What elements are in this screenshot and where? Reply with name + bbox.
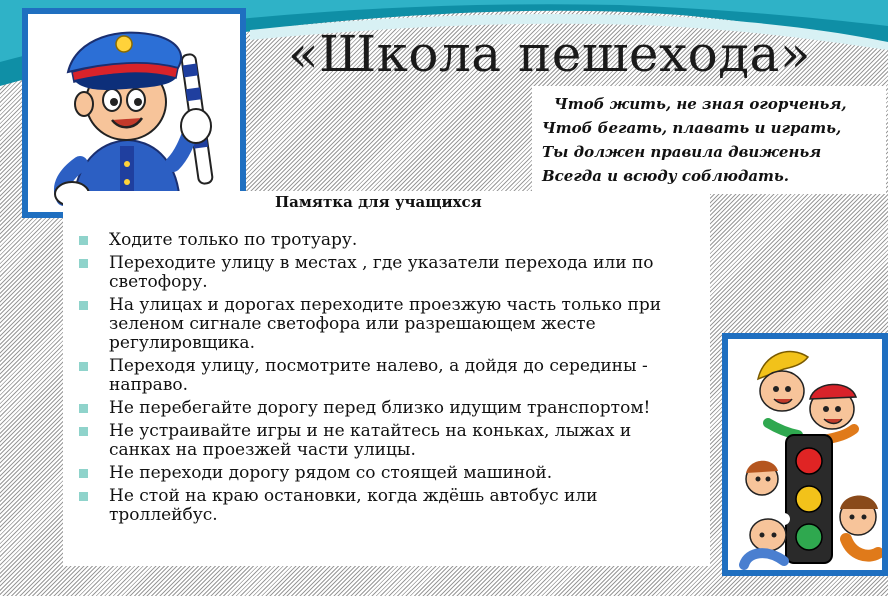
rule-line: светофору. [109,272,208,292]
rule-line: Не переходи дорогу рядом со стоящей машиной. [109,463,553,483]
rule-line: Не перебегайте дорогу перед близко идущим транспортом! [109,398,651,418]
bullet-square-icon [79,469,88,478]
rule-item [77,399,701,418]
poem-line: Ты должен правила движенья [542,143,822,161]
officer-picture-frame [22,8,246,218]
bullet-square-icon [79,301,88,310]
rule-line: санках на проезжей части улицы. [109,440,416,460]
rule-line: Не стой на краю остановки, когда ждёшь автобус или [109,486,598,506]
rule-line: регулировщика. [109,333,255,353]
bullet-square-icon [79,259,88,268]
rule-line: Переходите улицу в местах , где указатели перехода или по [109,253,654,273]
rule-item [77,487,701,525]
traffic-officer-illustration [28,14,240,212]
rules-list [77,231,701,529]
poem-line: Чтоб бегать, плавать и играть, [542,119,842,137]
memo-title: Памятка для учащихся [275,193,482,211]
bullet-square-icon [79,492,88,501]
slide-title: «Школа пешехода» [288,25,811,83]
rule-line: троллейбус. [109,505,218,525]
rule-line: Переходя улицу, посмотрите налево, а дойдя до середины - [109,356,648,376]
poem-line: Чтоб жить, не зная огорченья, [554,95,847,113]
bullet-square-icon [79,404,88,413]
rule-item [77,464,701,483]
rule-item [77,231,701,250]
rule-item [77,422,701,460]
poem [532,86,886,194]
rule-item [77,254,701,292]
rule-item [77,296,701,353]
rule-line: На улицах и дорогах переходите проезжую часть только при [109,295,662,315]
bullet-square-icon [79,236,88,245]
rule-line: Не устраивайте игры и не катайтесь на коньках, лыжах и [109,421,632,441]
memo-panel [63,191,710,566]
rule-line: зеленом сигнале светофора или разрешающем жесте [109,314,596,334]
rule-line: Ходите только по тротуару. [109,230,358,250]
bullet-square-icon [79,362,88,371]
kids-traffic-light-illustration [728,339,882,570]
bullet-square-icon [79,427,88,436]
rule-item [77,357,701,395]
kids-picture-frame [722,333,888,576]
rule-line: направо. [109,375,189,395]
poem-line: Всегда и всюду соблюдать. [542,167,790,185]
